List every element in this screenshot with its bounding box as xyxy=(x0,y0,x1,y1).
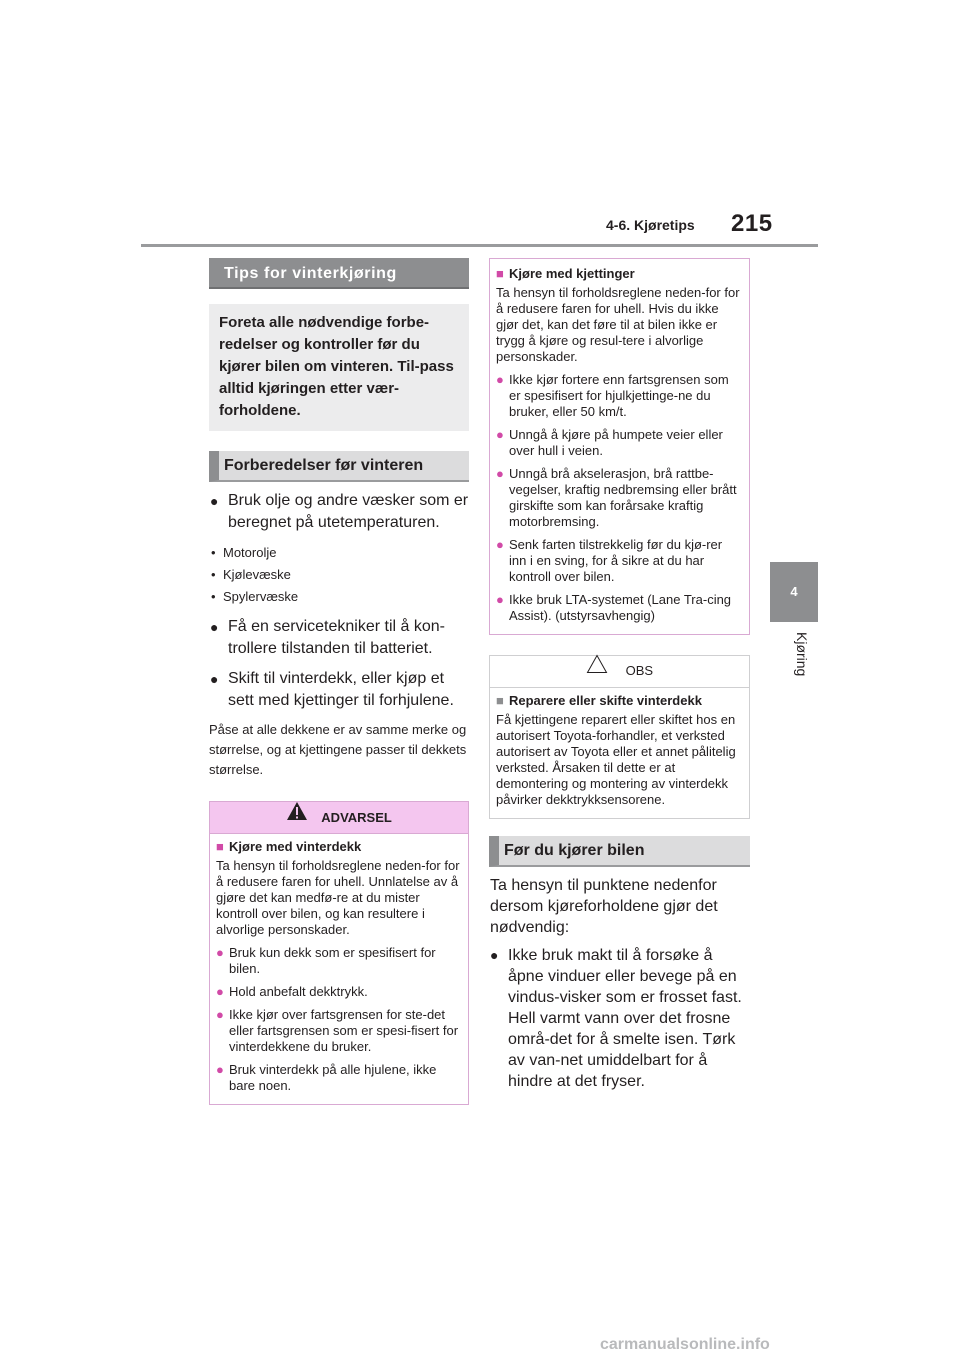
section-heading: Tips for vinterkjøring xyxy=(209,258,469,289)
warning-header xyxy=(210,802,468,834)
bullet-item xyxy=(209,668,469,712)
warning-title: ■ Kjøre med kjettinger xyxy=(496,266,635,281)
bullet-dot-icon: ● xyxy=(490,947,499,963)
bullet-text: Ikke bruk makt til å forsøke å åpne vinduer eller bevege på en vindus-visker som er frosset fast. Hell varmt vann over det frosne områ-det for å smelte isen. Tørk av van-net umiddelbart for å hindre at det fryser. xyxy=(508,947,742,1090)
chapter-label: Kjøring xyxy=(794,632,810,677)
bullet-dot-icon: ● xyxy=(210,619,219,635)
warning-item: ● Bruk vinterdekk på alle hjulene, ikke bare noen. xyxy=(216,1062,437,1093)
notice-body xyxy=(490,688,749,818)
notice-label: OBS xyxy=(625,663,654,678)
section-title: 4-6. Kjøretips xyxy=(606,217,695,233)
warning-box xyxy=(209,801,469,1105)
warning-item: ● Senk farten tilstrekkelig før du kjø-rer inn i en sving, for å sikre at du har kontroll over bilen. xyxy=(496,537,723,584)
page-number: 215 xyxy=(731,210,773,237)
list-item: • Motorolje xyxy=(211,545,277,560)
warning-item: ● Ikke kjør fortere enn fartsgrensen som er spesifisert for hjulkjettinge-ne du bruker, eller 50 km/t. xyxy=(496,372,729,419)
bullet-text: Bruk olje og andre væsker som er beregnet på utetemperaturen. xyxy=(228,492,469,531)
before-driving-text: Ta hensyn til punktene nedenfor dersom kjøreforholdene gjør det nødvendig: xyxy=(490,877,718,936)
warning-text: Ta hensyn til forholdsreglene neden-for for å redusere faren for uhell. Hvis du ikke gjør det, kan det føre til at bilen ikke er trygg å kjøre og resul-tere i alvorlige personskader. xyxy=(496,285,740,364)
warning-text: Ta hensyn til forholdsreglene neden-for for å redusere faren for uhell. Unnlatelse av å gjøre det kan medfø-re at du mister kontroll over bilen, og kan resultere i alvorlige personskader. xyxy=(216,858,460,937)
notice-box xyxy=(489,655,750,819)
header-divider xyxy=(141,244,818,247)
subheading-before-driving: Før du kjører bilen xyxy=(489,836,750,867)
warning-item: ● Unngå brå akselerasjon, brå rattbe-vegelser, kraftig nedbremsing eller brått girskifte som kan forårsake kraftig motorbremsing. xyxy=(496,466,737,529)
bullet-text: Få en servicetekniker til å kon-trollere tilstanden til batteriet. xyxy=(228,618,445,657)
warning-item: ● Unngå å kjøre på humpete veier eller over hull i veien. xyxy=(496,427,723,458)
notice-header xyxy=(490,656,749,688)
list-item: • Spylervæske xyxy=(211,589,299,604)
chapter-tab: 4 xyxy=(770,562,818,622)
warning-box-continued xyxy=(489,258,750,635)
subheading-winter-prep: Forberedelser før vinteren xyxy=(209,451,469,482)
tire-note: Påse at alle dekkene er av samme merke og størrelse, og at kjettingene passer til dekkets størrelse. xyxy=(209,722,467,777)
intro-box: Foreta alle nødvendige forbe-redelser og kontroller før du kjører bilen om vinteren. Til-pass alltid kjøringen etter vær-forholdene. xyxy=(209,304,469,431)
list-item: • Kjølevæske xyxy=(211,567,291,582)
caution-triangle-icon xyxy=(586,654,608,685)
watermark: carmanualsonline.info xyxy=(600,1336,770,1353)
notice-title: ■ Reparere eller skifte vinterdekk xyxy=(496,693,702,708)
warning-item: ● Hold anbefalt dekktrykk. xyxy=(216,984,368,999)
bullet-text: Skift til vinterdekk, eller kjøp et sett med kjettinger til forhjulene. xyxy=(228,670,454,709)
fluid-list xyxy=(209,542,469,608)
warning-triangle-icon xyxy=(286,801,308,833)
warning-item: ● Bruk kun dekk som er spesifisert for bilen. xyxy=(216,945,436,976)
warning-body xyxy=(490,259,749,634)
bullet-dot-icon: ● xyxy=(210,493,219,509)
warning-title: ■ Kjøre med vinterdekk xyxy=(216,839,362,854)
notice-text: Få kjettingene reparert eller skiftet hos en autorisert Toyota-forhandler, et verksted autorisert av Toyota eller et annet pålitelig verksted. Årsaken til dette er at demontering og montering av vinterdekk påvirker dekktrykksensorene. xyxy=(496,712,736,807)
warning-label: ADVARSEL xyxy=(321,810,392,825)
bullet-dot-icon: ● xyxy=(210,671,219,687)
right-column xyxy=(489,258,750,1092)
bullet-item xyxy=(209,490,469,534)
warning-item: ● Ikke bruk LTA-systemet (Lane Tra-cing Assist). (utstyrsavhengig) xyxy=(496,592,732,623)
warning-body xyxy=(210,834,468,1104)
bullet-item xyxy=(489,945,750,1092)
warning-item: ● Ikke kjør over fartsgrensen for ste-det eller fartsgrensen som er spesi-fisert for vinterdekkene du bruker. xyxy=(216,1007,459,1054)
left-column xyxy=(209,258,469,1105)
bullet-item xyxy=(209,616,469,660)
